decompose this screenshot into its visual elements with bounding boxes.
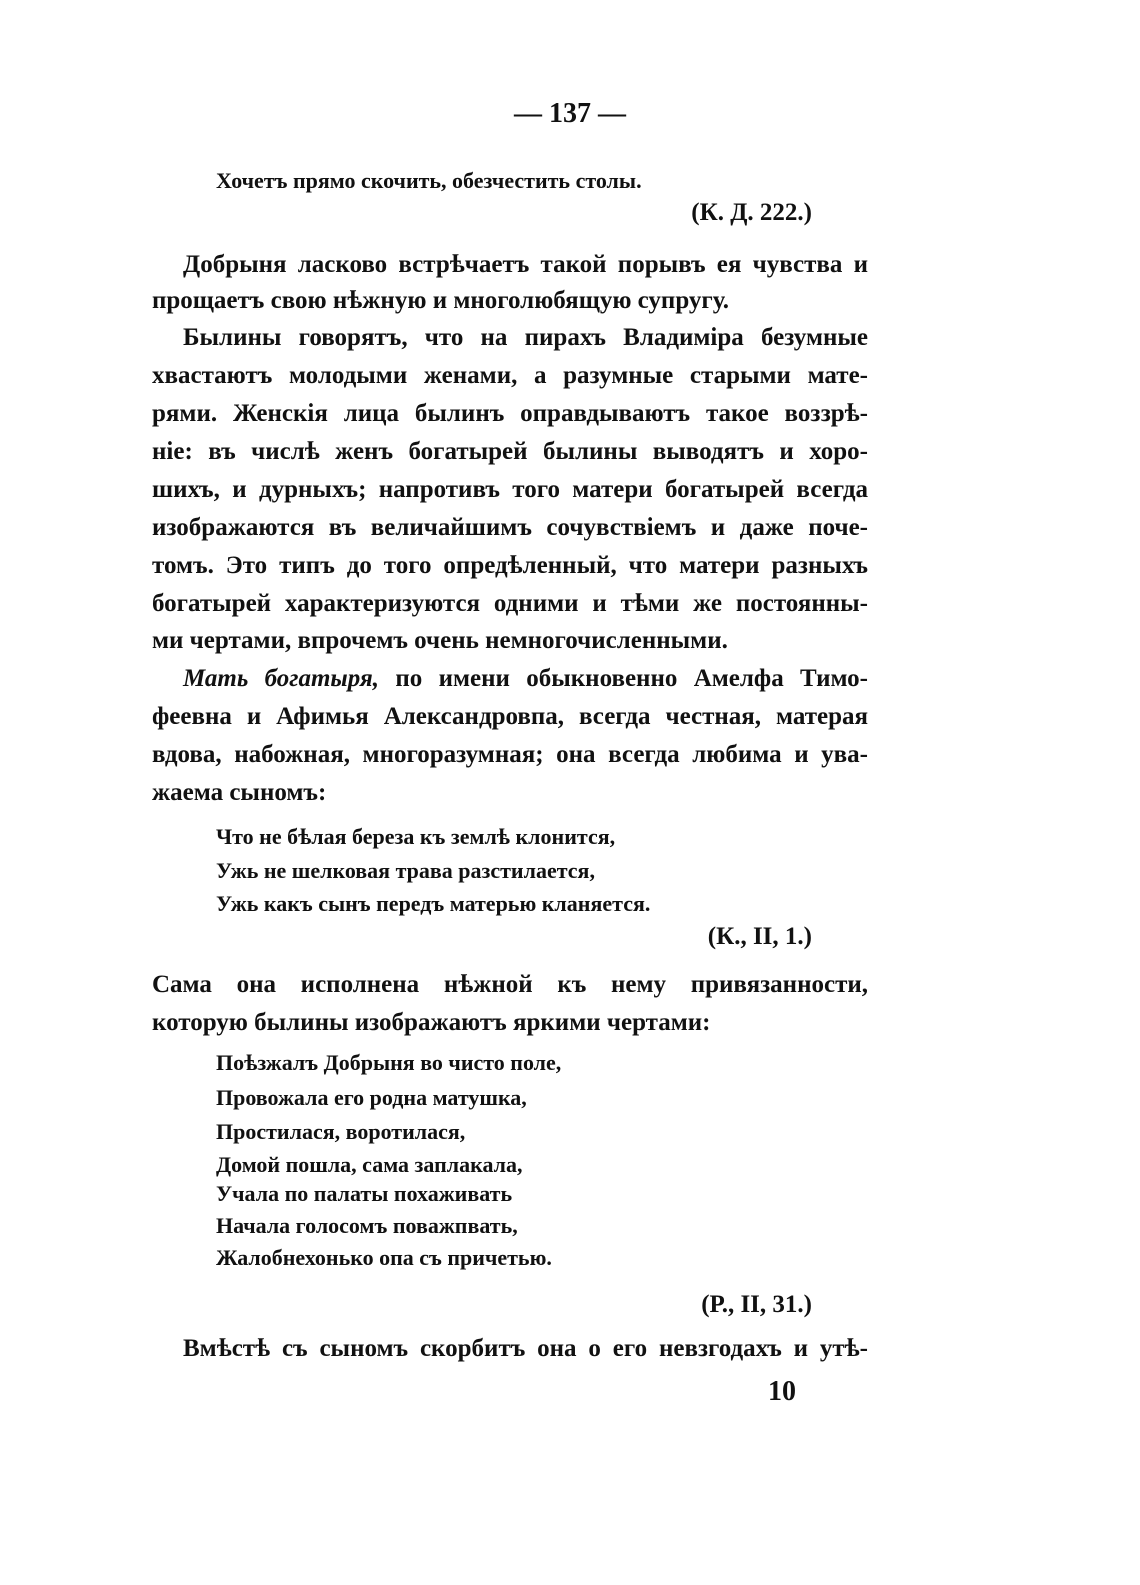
page-number: — 137 — bbox=[514, 98, 626, 129]
paragraph5-line: Вмѣстѣ съ сыномъ скорбитъ она о его невзгодахъ и утѣ- bbox=[183, 1335, 868, 1362]
paragraph3-first-line-rest: по имени обыкновенно Амелфа Тимо- bbox=[379, 665, 868, 692]
verse1-line: Что не бѣлая береза къ землѣ клонится, bbox=[216, 824, 616, 849]
verse1-citation: (К., II, 1.) bbox=[707, 923, 812, 950]
paragraph3-line: феевна и Афимья Александровпа, всегда честная, матерая bbox=[152, 703, 868, 730]
paragraph2-line: богатырей характеризуются одними и тѣми же постоянны- bbox=[152, 590, 868, 617]
paragraph1-line: Добрыня ласково встрѣчаетъ такой порывъ ея чувства и bbox=[183, 251, 868, 278]
verse2-line: Поѣзжалъ Добрыня во чисто поле, bbox=[216, 1050, 562, 1075]
verse1-line: Ужь не шелковая трава разстилается, bbox=[216, 858, 595, 883]
paragraph3-first-line bbox=[183, 666, 868, 691]
verse2-line: Провожала его родна матушка, bbox=[216, 1085, 527, 1110]
verse2-citation: (Р., II, 31.) bbox=[701, 1291, 812, 1318]
paragraph3-line: жаема сыномъ: bbox=[152, 779, 327, 806]
verse2-line: Начала голосомъ поважпвать, bbox=[216, 1213, 518, 1238]
opening-quote-citation: (К. Д. 222.) bbox=[691, 199, 812, 226]
paragraph2-line: ми чертами, впрочемъ очень немногочисленными. bbox=[152, 627, 728, 654]
signature-mark: 10 bbox=[768, 1376, 796, 1407]
verse2-line: Учала по палаты похаживать bbox=[216, 1181, 513, 1206]
paragraph2-line: хвастаютъ молодыми женами, а разумные старыми мате- bbox=[152, 362, 868, 389]
paragraph2-line: ніе: въ числѣ женъ богатырей былины выводятъ и хоро- bbox=[152, 438, 868, 465]
verse2-line: Простилася, воротилася, bbox=[216, 1119, 466, 1144]
paragraph4-line: Сама она исполнена нѣжной къ нему привязанности, bbox=[152, 971, 868, 998]
opening-quote-line: Хочетъ прямо скочить, обезчестить столы. bbox=[216, 168, 642, 193]
paragraph1-line: прощаетъ свою нѣжную и многолюбящую супругу. bbox=[152, 287, 730, 314]
verse1-line: Ужь какъ сынъ передъ матерью кланяется. bbox=[216, 891, 651, 916]
paragraph2-line: рями. Женскія лица былинъ оправдываютъ такое воззрѣ- bbox=[152, 400, 868, 427]
paragraph3-line: вдова, набожная, многоразумная; она всегда любима и ува- bbox=[152, 741, 868, 768]
paragraph2-line: томъ. Это типъ до того опредѣленный, что матери разныхъ bbox=[152, 552, 868, 579]
term-mother-of-hero: Мать богатыря, bbox=[183, 665, 380, 692]
paragraph4-line: которую былины изображаютъ яркими чертами: bbox=[152, 1009, 711, 1036]
paragraph2-line: Былины говорятъ, что на пирахъ Владиміра безумные bbox=[183, 324, 868, 351]
paragraph2-line: шихъ, и дурныхъ; напротивъ того матери богатырей всегда bbox=[152, 476, 868, 503]
verse2-line: Домой пошла, сама заплакала, bbox=[216, 1152, 523, 1177]
verse2-line: Жалобнехонько опа съ причетью. bbox=[216, 1245, 552, 1270]
paragraph2-line: изображаются въ величайшимъ сочувствіемъ и даже поче- bbox=[152, 514, 868, 541]
